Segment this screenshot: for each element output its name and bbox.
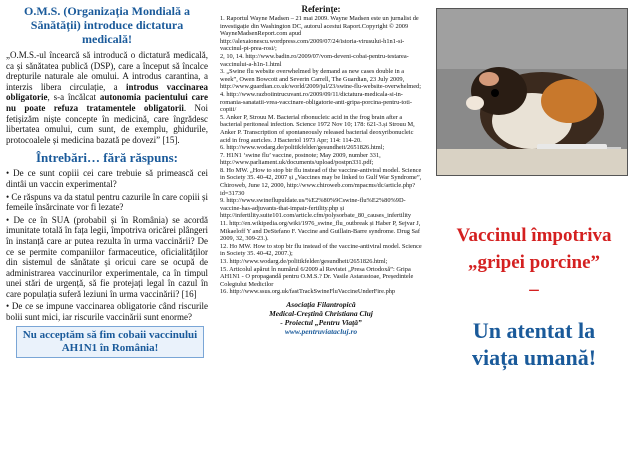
reference-item: 7. H1N1 ‘swine flu’ vaccine, postnote; May 2009, number 331, http://www.parliament.uk/documents/upload/postpn331.pdf; <box>220 151 381 167</box>
title-dash: – <box>529 279 539 300</box>
who-quote <box>6 50 208 145</box>
left-column <box>0 0 212 453</box>
quote-part: , s-a încălcat <box>47 92 100 103</box>
reference-item: 2, 10, 14. http://www.badin.ro/2009/07/vom-deveni-cobai-pentru-testarea-vaccinului-a-h1n-1.html <box>220 52 409 68</box>
reference-item: 5. Anker P, Strouu M. Bacterial ribonucleic acid in the frog brain after a bacterial peritoneal infection. Science 1972 Nov 10; 178: 621-3.și Strouu M, Anker P. Transcription of spontaneously released bacterial deoxyribonucleic acid in frog auricles. J Bacteriol 1973 Apr; 114: 114-20. <box>220 113 415 144</box>
reference-item: 8. Ho MW. „How to stop bir flu instead of the vaccine-antiviral model. Science in Society 35. 40-42, 2007 și „Vaccines may be linked to Gulf War Syndrome”, Chiroweb, June 12, 2000, http://www.chiroweb.com/mpacms/dc/article.php?id=31730 <box>220 166 422 197</box>
question-item: • Ce răspuns va da statul pentru cazurile în care copiii și femeile însărcinate vor fi lezate? <box>6 191 208 213</box>
organization-block <box>220 300 422 336</box>
quote-part: . Noi fetișizăm niște concepte în medicină, care îngrădesc libertatea omului, cum sunt, de exemplu, ghidurile, protocoalele și medicina bazată pe dovezi” [15]. <box>6 102 208 145</box>
questions-title: Întrebări… fără răspuns: <box>35 150 179 166</box>
references-column <box>214 0 426 453</box>
reference-item: 16. http://www.ssus.org.uk/fastTrackSwineFluVaccineUnderFire.php <box>220 288 396 296</box>
quote-part-bold: introdus vaccinarea obligatorie <box>6 81 208 103</box>
reference-item: 9. http://www.swineflupuldate.us/%E2%80%9Cswine-flu%E2%80%9D-vaccine-has-adjuvants-that-impair-fertility.php și http://infertility.suite101.com/article.cfm/polysorbate_80_causes_infertility <box>220 197 412 220</box>
who-title: O.M.S. (Organizația Mondială a Sănătății) introduce dictatura medicală! <box>24 4 190 46</box>
right-column <box>428 0 640 453</box>
website-link[interactable]: www.pentruviatacluj.ro <box>284 326 358 336</box>
title-red-line1: Vaccinul împotriva <box>456 225 612 246</box>
org-line: Asociația Filantropică <box>286 299 356 309</box>
reference-item: 15. Articolul apărut în numărul 6/2009 al Revistei „Presa Ortodoxă”: Gripa AH1N1 - O propagandă pentru O.M.S.? Dr. Vasile Astarastoae, Președintele Colegiului Medicilor <box>220 265 414 288</box>
reference-item: 11. http://en.wikipedia.org/wiki/1976_swine_flu_outbreak și Haber P, Sejvar J, Mikaeloff Y and DeStefano F. Vaccine and Guillain-Barre syndrome. Drug Saf 2009, 32, 309-23.). <box>220 220 421 243</box>
reference-item: 4. http://www.razboiintrucuvant.ro/2009/09/11/dictatura-medicala-si-in-romania-sanatatii-vrea-vaccinare-obligatorie-anti-gripa-porcina-pentru-toti-copiii/ <box>220 90 412 114</box>
question-item: • De ce în SUA (probabil și în România) se acordă imunitate totală în fața legii, împotriva oricărei plângeri în instanță care ar putea rezulta în urma vaccinării? De ce se permite companiilor farmaceutice, oficialităților din sistemul de sănătate și oricui care se ocupă de administrarea vaccinurilor experimentale, ca în timpul unei stări de urgență, să fie protejați legal în cazul în care populația suferă leziuni în urma vaccinării? [16] <box>6 214 208 299</box>
references-title: Referințe: <box>301 4 341 14</box>
callout-box: Nu acceptăm să fim cobaii vaccinului AH1N1 în România! <box>16 326 204 358</box>
title-blue-line1: Un atentat la <box>472 318 596 343</box>
title-red-line2: „gripei porcine” <box>467 252 601 273</box>
title-blue-line2: viața umană! <box>471 345 597 370</box>
question-item: • De ce sunt copiii cei care trebuie să primească cei dintâi un vaccin experimental? <box>6 168 208 189</box>
guinea-pig-photo <box>436 8 628 176</box>
guinea-pig-illustration <box>437 9 627 175</box>
reference-item: 13. http://www.wodarg.de/politikfelder/gesundheit/2651826.html; <box>220 258 388 265</box>
org-line: Medical-Creștină Christiana Cluj <box>269 308 373 318</box>
quote-part: „O.M.S.-ul încearcă să introducă o dictatură medicală, ca și sănătatea publică (DSP), care a început să încalce drepturile naturale ale omului. A introdus carantina, a interzis libera circulație, a <box>6 50 208 92</box>
quote-part-bold: autonomia pacientului care nu poate refuza tratamentele obligatorii <box>6 92 208 113</box>
org-line: - Proiectul „Pentru Viață” <box>280 317 362 327</box>
reference-item: 1. Raportul Wayne Madsen – 21 mai 2009. Wayne Madsen este un jurnalist de investigație din Washington DC, autorul acestui Raport.Copyright © 2009 WayneMadsenReport.com apud http://alexaionescu.wordpress.com/2009/07/24/istoria-virusului-h1n1-si-vaccinul-pt-prea-rosi/; <box>220 15 419 53</box>
references-list <box>220 15 422 296</box>
reference-item: 6. http://www.wodarg.de/politikfelder/gesundheit/2651826.html; <box>220 144 385 152</box>
question-item: • De ce se impune vaccinarea obligatorie când riscurile bolii sunt mici, iar riscurile vaccinării sunt enorme? <box>6 301 208 323</box>
reference-item: 3. „Swine flu website overwhelmed by demand as new cases double in a week”, Owen Bowcott and Severin Carrell, The Guardian, 23 July 2009, http://www.guardian.co.uk/world/2009/jul/23/swine-flu-website-overwhelmed; <box>220 68 421 91</box>
reference-item: 12. Ho MW. How to stop bir flu instead of the vaccine-antiviral model. Science in Society 35. 40-42, 2007.); <box>220 242 422 258</box>
